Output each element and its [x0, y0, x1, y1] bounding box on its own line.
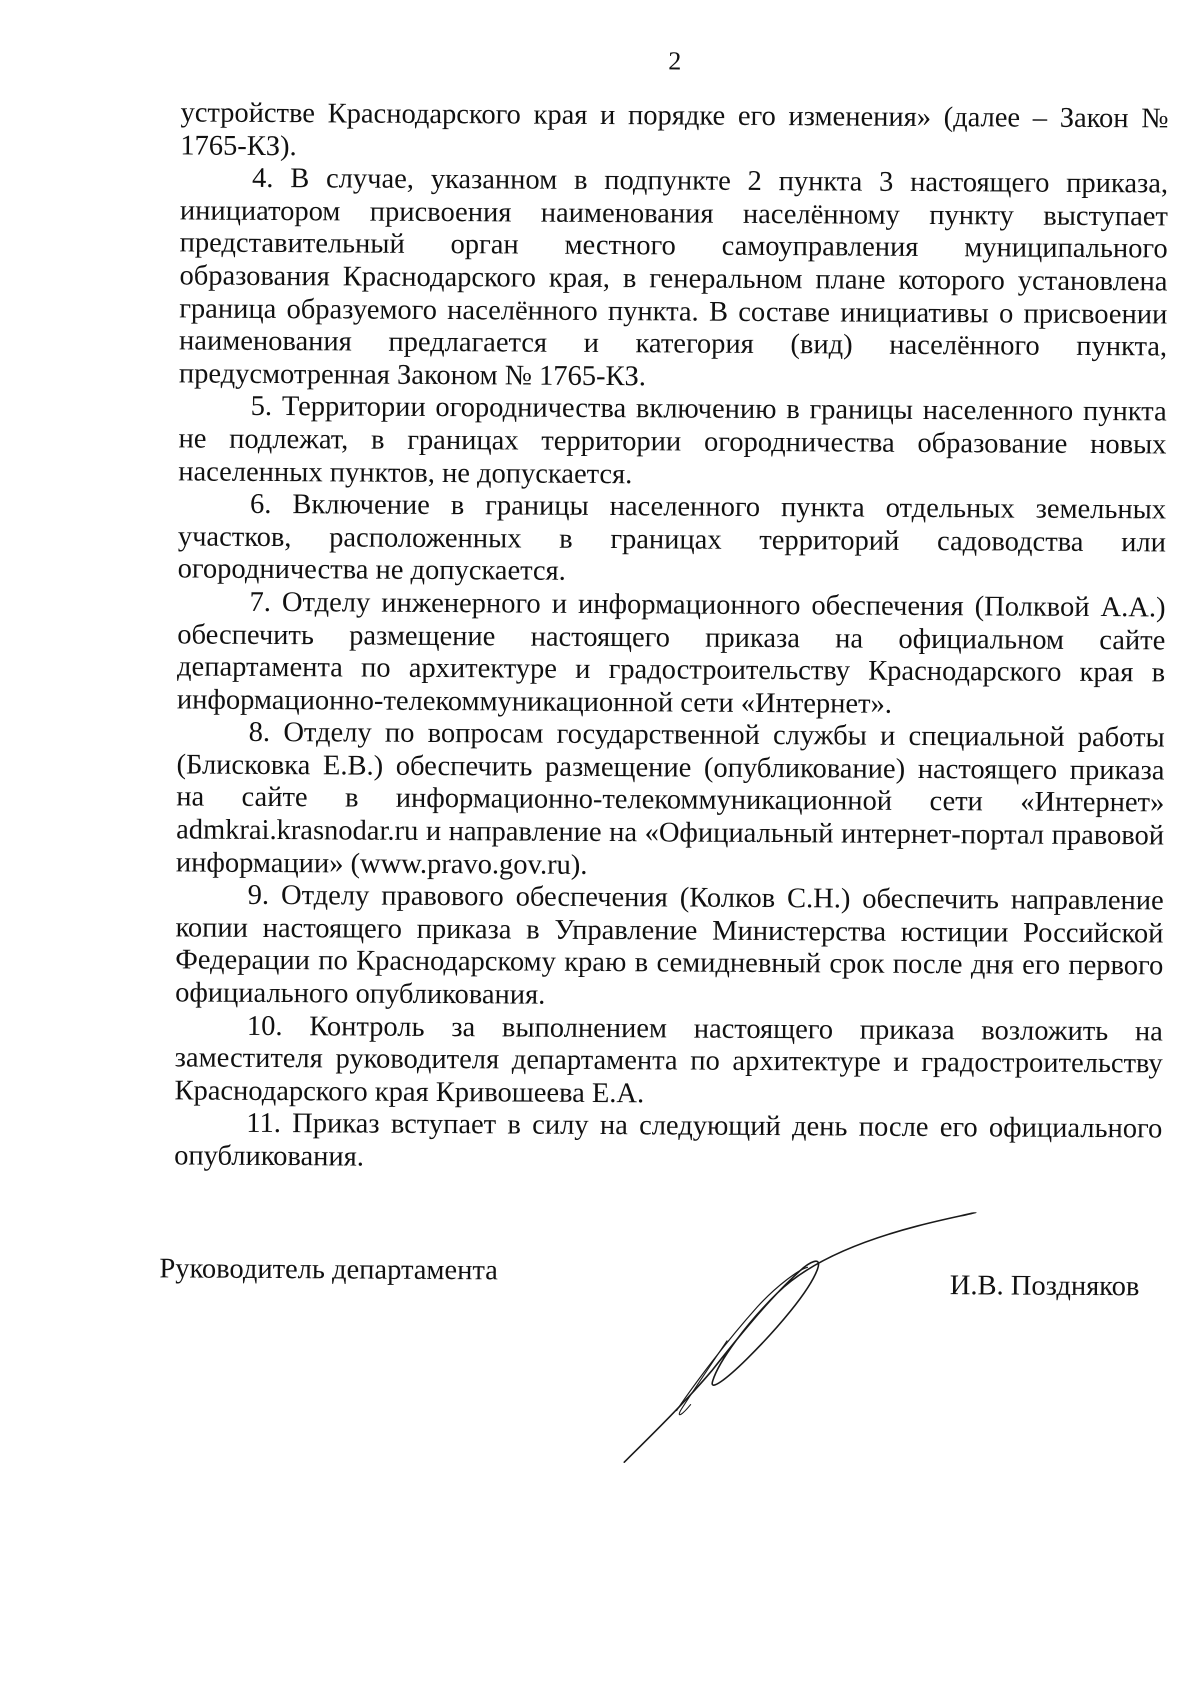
- signature-stroke-secondary: [677, 1266, 808, 1411]
- paragraph-item-9: 9. Отделу правового обеспечения (Колков С.Н.) обеспечить направление копии настоящего приказа в Управление Министерства юстиции Российской Федерации по Краснодарскому краю в семидневный срок после дня его первого официального опубликования.: [175, 880, 1164, 1011]
- paragraph-item-11: 11. Приказ вступает в силу на следующий день после его официального опубликования.: [174, 1108, 1163, 1173]
- paragraph-item-6: 6. Включение в границы населенного пункта отдельных земельных участков, расположенных в границах территорий садоводства или огородничества не допускается.: [177, 488, 1167, 588]
- paragraph-item-7: 7. Отделу инженерного и информационного обеспечения (Полквой А.А.) обеспечить размещение настоящего приказа на официальном сайте департамента по архитектуре и градостроительству Краснодарского края в информационно-телекоммуникационной сети «Интернет».: [176, 586, 1166, 720]
- paragraph-continuation: устройстве Краснодарского края и порядке его изменения» (далее – Закон № 1765-КЗ).: [180, 97, 1169, 162]
- paragraph-item-10: 10. Контроль за выполнением настоящего приказа возложить на заместителя руководителя департамента по архитектуре и градостроительству Краснодарского края Кривошеева Е.А.: [174, 1010, 1163, 1110]
- document-body: [174, 97, 1169, 1179]
- signature-stroke-loop: [679, 1340, 727, 1415]
- signature-stroke-main: [624, 1210, 976, 1464]
- paragraph-item-5: 5. Территории огородничества включению в границы населенного пункта не подлежат, в границах территории огородничества образование новых населенных пунктов, не допускается.: [178, 391, 1167, 490]
- signatory-title: Руководитель департамента: [159, 1253, 498, 1287]
- page-number: 2: [668, 46, 682, 76]
- paragraph-item-8: 8. Отделу по вопросам государственной службы и специальной работы (Блисковка Е.В.) обеспечить размещение (опубликование) настоящего приказа на сайте в информационно-телекоммуникационной сети «Интернет» admkrai.krasnodar.ru и направление на «Официальный интернет-портал правовой информации» (www.pravo.gov.ru).: [175, 717, 1165, 881]
- paragraph-item-4: 4. В случае, указанном в подпункте 2 пункта 3 настоящего приказа, инициатором присвоения наименования населённому пункту выступает представительный орган местного самоуправления муниципального образования Краснодарского края, в генеральном плане которого установлена граница образуемого населённого пункта. В составе инициативы о присвоении наименования предлагается и категория (вид) населённого пункта, предусмотренная Законом № 1765-КЗ.: [178, 163, 1169, 393]
- handwritten-signature: [616, 1210, 1018, 1472]
- signatory-name: И.В. Поздняков: [949, 1270, 1140, 1303]
